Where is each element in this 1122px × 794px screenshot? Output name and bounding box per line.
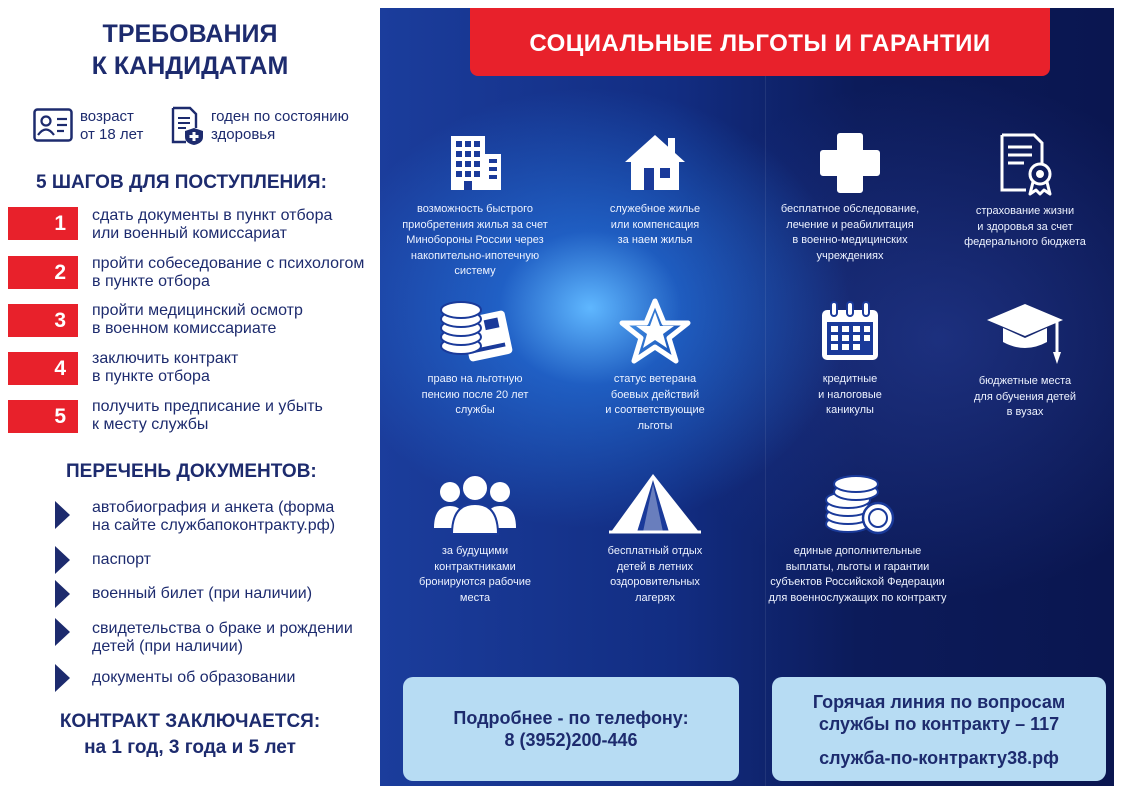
building-icon bbox=[445, 132, 505, 194]
benefit-regional-payments: единые дополнительные выплаты, льготы и гарантии субъектов Российской Федерации для военнослужащих по контракту bbox=[760, 474, 955, 606]
graduation-cap-icon bbox=[985, 300, 1065, 366]
benefit-credit-holidays: кредитные и налоговые каникулы bbox=[775, 300, 925, 419]
document-item: военный билет (при наличии) bbox=[92, 585, 313, 602]
website-link[interactable]: служба-по-контракту38.рф bbox=[819, 748, 1059, 768]
health-label: годен по состоянию bbox=[211, 108, 349, 125]
id-card-icon bbox=[33, 108, 73, 142]
people-icon bbox=[432, 470, 518, 536]
house-icon bbox=[622, 132, 688, 194]
phone-number[interactable]: 8 (3952)200-446 bbox=[504, 730, 638, 750]
requirements-title-line2: К КАНДИДАТАМ bbox=[91, 52, 289, 80]
phone-info-box bbox=[403, 677, 739, 781]
age-label: возраст bbox=[80, 108, 134, 125]
benefit-service-housing: служебное жилье или компенсация за наем жилья bbox=[580, 132, 730, 249]
step-text: пройти медицинский осмотр в военном комиссариате bbox=[92, 302, 303, 337]
health-value: здоровья bbox=[211, 126, 276, 143]
benefit-job-reservation: за будущими контрактниками бронируются рабочие места bbox=[400, 470, 550, 606]
benefit-insurance: страхование жизни и здоровья за счет федерального бюджета bbox=[945, 132, 1105, 251]
benefit-education: бюджетные места для обучения детей в вузах bbox=[950, 300, 1100, 421]
coin-stack-icon bbox=[818, 474, 898, 536]
arrow-icon bbox=[55, 546, 70, 574]
benefit-veteran-status: статус ветерана боевых действий и соответствующие льготы bbox=[580, 298, 730, 434]
benefit-medical: бесплатное обследование, лечение и реабилитация в военно-медицинских учреждениях bbox=[765, 132, 935, 264]
benefit-housing-mortgage: возможность быстрого приобретения жилья за счет Минобороны России через накопительно-ипотечную систему bbox=[390, 132, 560, 280]
step-number: 1 bbox=[8, 207, 78, 240]
benefit-children-camps: бесплатный отдых детей в летних оздоровительных лагерях bbox=[575, 470, 735, 606]
arrow-icon bbox=[55, 618, 70, 646]
benefits-panel bbox=[380, 8, 1114, 786]
steps-heading: 5 ШАГОВ ДЛЯ ПОСТУПЛЕНИЯ: bbox=[36, 172, 327, 193]
age-value: от 18 лет bbox=[80, 126, 144, 143]
contract-heading: КОНТРАКТ ЗАКЛЮЧАЕТСЯ: bbox=[59, 711, 321, 732]
requirements-title-line1: ТРЕБОВАНИЯ bbox=[102, 20, 278, 48]
coins-card-icon bbox=[437, 300, 513, 364]
documents-heading: ПЕРЕЧЕНЬ ДОКУМЕНТОВ: bbox=[66, 461, 317, 482]
step-text: сдать документы в пункт отбора или военный комиссариат bbox=[92, 207, 333, 242]
document-item: паспорт bbox=[92, 551, 151, 568]
tent-icon bbox=[607, 470, 703, 536]
fold-divider bbox=[765, 8, 766, 786]
arrow-icon bbox=[55, 580, 70, 608]
contract-terms: на 1 год, 3 года и 5 лет bbox=[84, 737, 296, 758]
requirements-panel bbox=[0, 0, 380, 794]
medical-document-icon bbox=[170, 106, 204, 146]
document-item: автобиография и анкета (форма на сайте службапоконтракту.рф) bbox=[92, 499, 336, 534]
hotline-info-box bbox=[772, 677, 1106, 781]
step-number: 3 bbox=[8, 304, 78, 337]
benefits-banner: СОЦИАЛЬНЫЕ ЛЬГОТЫ И ГАРАНТИИ bbox=[470, 8, 1050, 76]
star-icon bbox=[619, 298, 691, 364]
medical-cross-icon bbox=[819, 132, 881, 194]
step-number: 2 bbox=[8, 256, 78, 289]
step-text: получить предписание и убыть к месту службы bbox=[92, 398, 323, 433]
arrow-icon bbox=[55, 664, 70, 692]
document-item: документы об образовании bbox=[92, 669, 296, 686]
hotline-line1: Горячая линия по вопросам bbox=[812, 692, 1066, 712]
step-text: заключить контракт в пункте отбора bbox=[92, 350, 239, 385]
step-number: 5 bbox=[8, 400, 78, 433]
benefit-pension: право на льготную пенсию после 20 лет службы bbox=[400, 300, 550, 419]
phone-label: Подробнее - по телефону: bbox=[453, 708, 689, 728]
certificate-icon bbox=[994, 132, 1056, 196]
hotline-line2[interactable]: службы по контракту – 117 bbox=[818, 714, 1060, 734]
arrow-icon bbox=[55, 501, 70, 529]
document-item: свидетельства о браке и рождении детей (при наличии) bbox=[92, 620, 353, 655]
calendar-icon bbox=[818, 300, 882, 364]
step-text: пройти собеседование с психологом в пункте отбора bbox=[92, 255, 365, 290]
step-number: 4 bbox=[8, 352, 78, 385]
